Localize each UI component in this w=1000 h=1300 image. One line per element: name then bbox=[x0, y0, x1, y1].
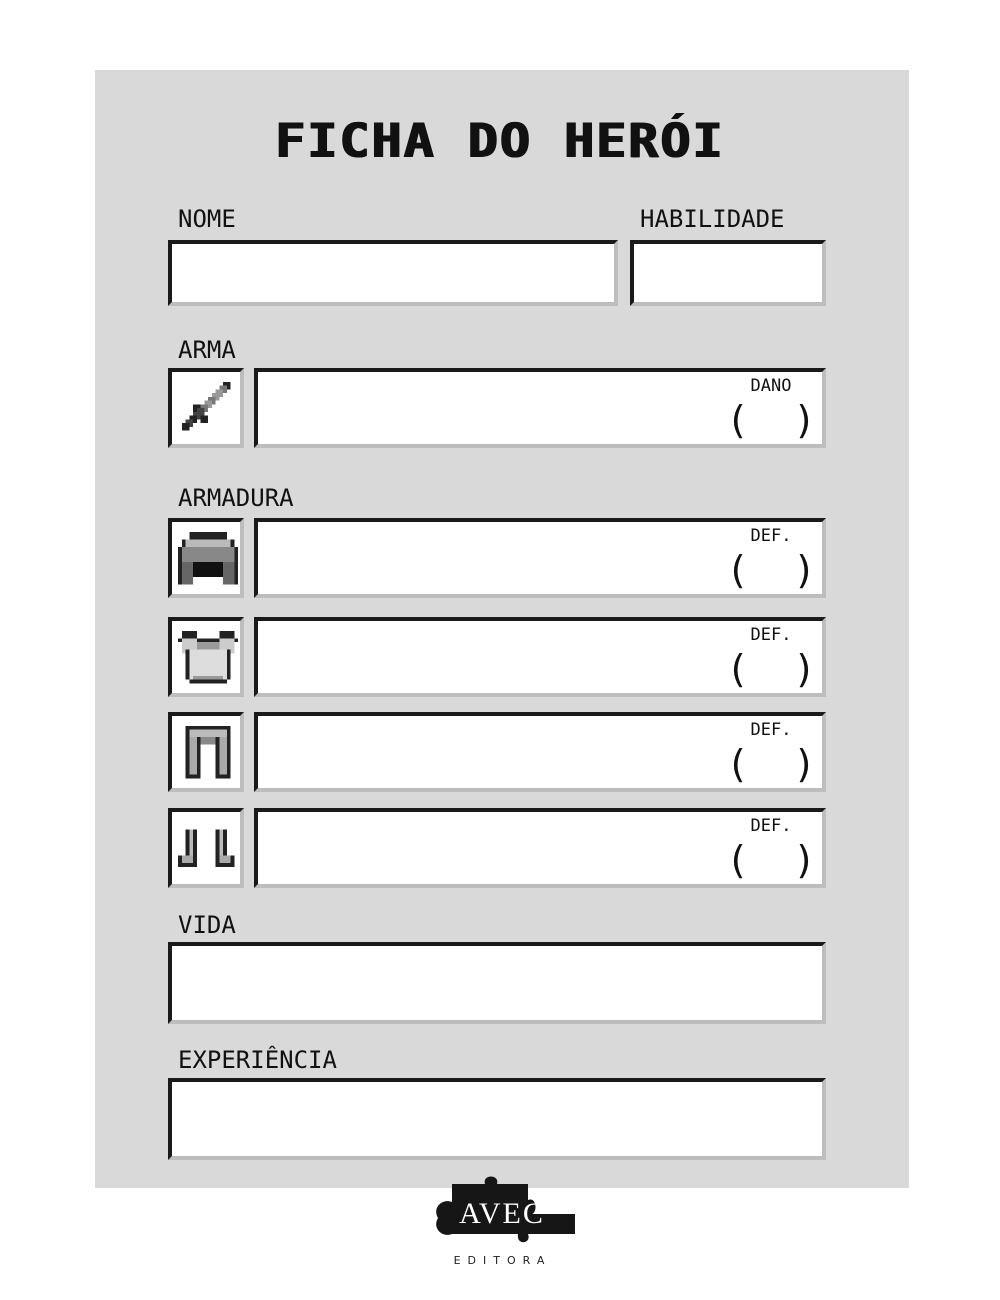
helmet-def-input[interactable]: ( ) bbox=[726, 548, 816, 592]
avec-logo-text: AVEC bbox=[459, 1197, 545, 1230]
leggings-field[interactable] bbox=[254, 712, 826, 792]
boots-icon-box bbox=[168, 808, 244, 888]
vida-field[interactable] bbox=[168, 942, 826, 1024]
leggings-def-input[interactable]: ( ) bbox=[726, 742, 816, 786]
helmet-def-label: DEF. bbox=[750, 526, 792, 546]
dano-input[interactable]: ( ) bbox=[726, 398, 816, 442]
experiencia-field[interactable] bbox=[168, 1078, 826, 1160]
weapon-icon-box bbox=[168, 368, 244, 448]
dano-label: DANO bbox=[750, 376, 792, 396]
page-title: FICHA DO HERÓI bbox=[275, 113, 725, 169]
experiencia-label: EXPERIÊNCIA bbox=[178, 1046, 337, 1074]
chestplate-def-label: DEF. bbox=[750, 625, 792, 645]
vida-label: VIDA bbox=[178, 911, 236, 939]
chestplate-def-input[interactable]: ( ) bbox=[726, 647, 816, 691]
chestplate-icon bbox=[178, 627, 238, 687]
leggings-def-label: DEF. bbox=[750, 720, 792, 740]
boots-field[interactable] bbox=[254, 808, 826, 888]
helmet-icon bbox=[178, 528, 238, 588]
boots-icon bbox=[178, 818, 238, 878]
editora-label: EDITORA bbox=[453, 1254, 552, 1267]
arma-field[interactable] bbox=[254, 368, 826, 448]
armadura-label: ARMADURA bbox=[178, 484, 294, 512]
habilidade-label: HABILIDADE bbox=[640, 205, 785, 233]
chestplate-field[interactable] bbox=[254, 617, 826, 697]
helmet-field[interactable] bbox=[254, 518, 826, 598]
arma-label: ARMA bbox=[178, 336, 236, 364]
sword-icon bbox=[178, 378, 238, 438]
habilidade-field[interactable] bbox=[630, 240, 826, 306]
nome-label: NOME bbox=[178, 205, 236, 233]
leggings-icon bbox=[178, 722, 238, 782]
leggings-icon-box bbox=[168, 712, 244, 792]
boots-def-label: DEF. bbox=[750, 816, 792, 836]
helmet-icon-box bbox=[168, 518, 244, 598]
chestplate-icon-box bbox=[168, 617, 244, 697]
boots-def-input[interactable]: ( ) bbox=[726, 838, 816, 882]
nome-field[interactable] bbox=[168, 240, 618, 306]
